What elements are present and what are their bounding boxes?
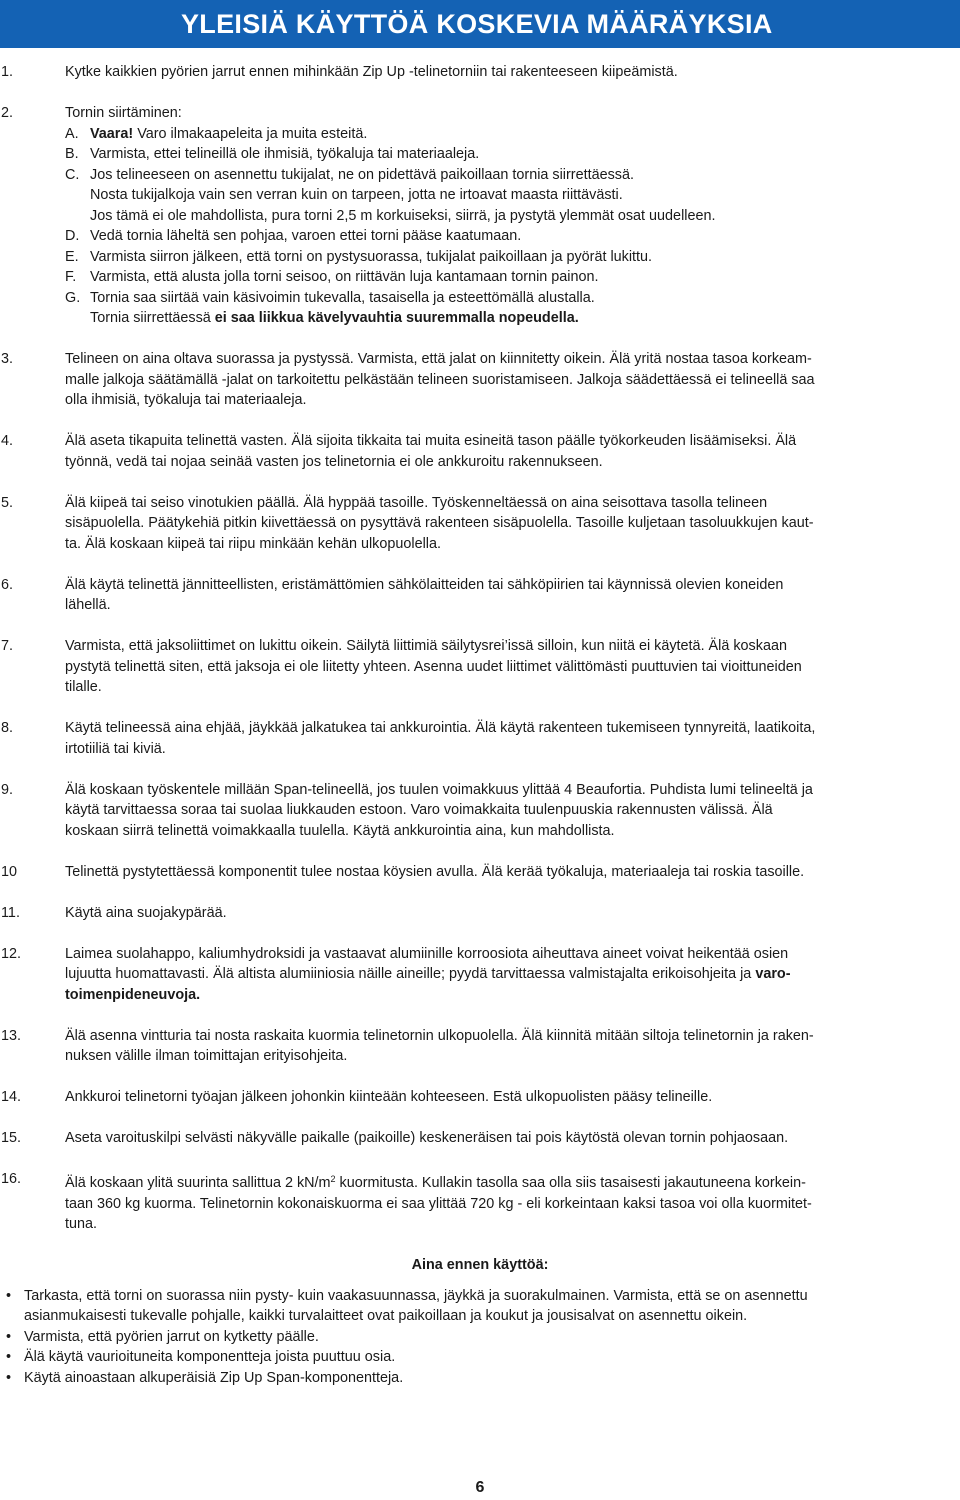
subrule-text: Tornia siirrettäessä: [90, 310, 215, 326]
subrule-g: [65, 288, 954, 309]
rule-6: [0, 575, 960, 616]
rule-text-line: koskaan siirrä telinettä voimakkaalla tuulella. Käytä ankkurointia aina, kun mahdollista.: [65, 822, 615, 839]
subrule-letter: D.: [65, 228, 80, 244]
rule-number: 3.: [1, 351, 14, 367]
rule-text-line: Käytä telineessä aina ehjää, jäykkää jalkatukea tai ankkurointia. Älä käytä rakenteen tukemiseen tynnyreitä, laatikoita,: [65, 720, 816, 736]
subrule-letter: E.: [65, 248, 79, 265]
rule-text-line: ta. Älä koskaan kiipeä tai riipu minkään kehän ulkopuolella.: [65, 535, 441, 552]
superscript: 2: [330, 1174, 336, 1184]
rule-text-line: Aseta varoituskilpi selvästi näkyvälle paikalle (paikoille) keskeneräisen tai pois käytöstä olevan tornin pohjaosaan.: [65, 1130, 789, 1146]
rule-text: kuormitusta. Kullakin tasolla saa olla siis tasaisesti jakautuneena korkein-: [335, 1175, 806, 1191]
bullet-icon: •: [6, 1287, 12, 1304]
subrule-text: Varmista siirron jälkeen, että torni on pystysuorassa, tukijalat paikoillaan ja pyörät lukittu.: [90, 248, 653, 265]
rule-text-line: taan 360 kg kuorma. Telinetornin kokonaiskuorma ei saa ylittää 720 kg - eli korkeintaan kaksi tasoa voi olla kuormitet-: [65, 1195, 812, 1212]
rule-number: 11.: [1, 904, 20, 921]
rule-16: [0, 1169, 960, 1235]
rule-number: 16.: [1, 1171, 22, 1187]
speed-warning: ei saa liikkua kävelyvauhtia suuremmalla nopeudella.: [214, 310, 579, 326]
rule-number: 4.: [1, 433, 14, 449]
subrule-d: [65, 226, 954, 247]
rule-1: [0, 62, 960, 83]
rule-13: [0, 1026, 960, 1067]
page-title: YLEISIÄ KÄYTTÖÄ KOSKEVIA MÄÄRÄYKSIA: [181, 9, 773, 39]
rule-11: [0, 903, 960, 924]
rule-text-line: käytä tarvittaessa soraa tai suolaa liukkauden estoon. Varo voimakkaita tuulenpuuskia rakennusten välissä. Älä: [65, 802, 773, 818]
rule-number: 7.: [1, 638, 14, 654]
rule-number: 2.: [1, 105, 14, 121]
rules-content: [0, 62, 960, 1388]
rule-text-line: Älä koskaan työskentele millään Span-telineellä, jos tuulen voimakkuus ylittää 4 Beaufortia. Puhdista lumi telineeltä ja: [65, 781, 813, 798]
list-item-text: asianmukaisesti tukevalle pohjalle, kaikki turvalaitteet ovat paikoillaan ja koukut ja jousisalvat on asennettu oikein.: [24, 1308, 748, 1324]
bold-text: varo-: [755, 966, 791, 982]
subrule-letter: G.: [65, 289, 81, 306]
rule-text-line: olla ihmisiä, työkaluja tai materiaaleja.: [65, 392, 307, 408]
rule-text-line: Telinettä pystytettäessä komponentit tulee nostaa köysien avulla. Älä kerää työkaluja, materiaaleja tai roskia tasoille.: [65, 863, 805, 880]
rule-text-line: [65, 964, 954, 985]
rule-3: [0, 349, 960, 411]
rule-text-line: Varmista, että jaksoliittimet on lukittu oikein. Säilytä liittimiä säilytysrei’issä silloin, kun niitä ei käytetä. Älä koskaan: [65, 638, 787, 654]
rule-text: lujuutta huomattavasti. Älä altista alumiiniosia näille aineille; pyydä tarvittaessa valmistajalta erikoisohjeita ja: [65, 966, 756, 982]
subrule-c-line2: Nosta tukijalkoja vain sen verran kuin on tarpeen, jotta ne irtoavat maasta riittävästi.: [90, 187, 623, 203]
rule-text-line: Älä kiipeä tai seiso vinotukien päällä. Älä hyppää tasoille. Työskenneltäessä on aina seisottava tasolla telineen: [65, 494, 768, 511]
rule-number: 10: [1, 863, 18, 880]
rule-7: [0, 636, 960, 698]
list-item: [0, 1368, 960, 1389]
rule-number: 8.: [1, 720, 14, 736]
rule-9: [0, 780, 960, 842]
before-use-heading: Aina ennen käyttöä:: [411, 1257, 549, 1273]
subrule-c: [65, 165, 954, 186]
rule-8: [0, 718, 960, 759]
list-item: [0, 1286, 960, 1327]
list-item-text: Varmista, että pyörien jarrut on kytketty päälle.: [24, 1328, 319, 1345]
subrule-text: Varo ilmakaapeleita ja muita esteitä.: [133, 125, 368, 142]
rule-text: Älä koskaan ylitä suurinta sallittua 2 kN/m: [65, 1175, 331, 1191]
rule-text-line: [65, 1169, 954, 1194]
rule-number: 6.: [1, 576, 14, 593]
list-item-text: Käytä ainoastaan alkuperäisiä Zip Up Span-komponentteja.: [24, 1369, 404, 1386]
rule-number: 1.: [1, 64, 14, 80]
rule-title: Tornin siirtäminen:: [65, 105, 182, 121]
rule-2: [0, 103, 960, 329]
subrule-b: [65, 144, 954, 165]
page-number: 6: [475, 1479, 485, 1496]
rule-text: Kytke kaikkien pyörien jarrut ennen mihinkään Zip Up -telinetorniin tai rakenteeseen kiipeämistä.: [65, 64, 678, 80]
subrule-letter: F.: [65, 269, 77, 285]
rule-text-line: tilalle.: [65, 679, 102, 695]
subrule-g-line2: [65, 308, 954, 329]
rule-text-line: Ankkuroi telinetorni työajan jälkeen johonkin kiinteään kohteeseen. Estä ulkopuolisten pääsy telineille.: [65, 1089, 713, 1105]
rule-text-line: työnnä, vedä tai nojaa seinää vasten jos telinetornia ei ole ankkuroitu rakennukseen.: [65, 453, 603, 470]
rule-text-line: Älä käytä telinettä jännitteellisten, eristämättömien sähkölaitteiden tai sähköpiirien tai käynnissä olevien koneiden: [65, 576, 784, 593]
rule-number: 15.: [1, 1130, 22, 1146]
subrule-text: Tornia saa siirtää vain käsivoimin tukevalla, tasaisella ja esteettömällä alustalla.: [90, 289, 595, 306]
rule-14: [0, 1087, 960, 1108]
subrule-a: [65, 124, 954, 145]
rule-text-line: pystytä telinettä siten, että jaksoja ei ole liitetty yhteen. Asenna uudet liittimet välittömästi puuttuvien tai vioittuneiden: [65, 658, 802, 675]
warning-label: Vaara!: [90, 125, 134, 142]
bullet-icon: •: [6, 1328, 12, 1345]
rule-text-line: lähellä.: [65, 597, 111, 613]
rule-text-line: tuna.: [65, 1216, 98, 1232]
rule-number: 9.: [1, 781, 14, 798]
subrule-letter: B.: [65, 146, 79, 162]
subrule-letter: C.: [65, 166, 80, 183]
rule-number: 5.: [1, 494, 14, 511]
subrule-text: Jos telineeseen on asennettu tukijalat, ne on pidettävä paikoillaan tornia siirrettäessä.: [90, 166, 634, 183]
subrule-letter: A.: [65, 125, 79, 142]
rule-number: 12.: [1, 945, 22, 962]
bullet-icon: •: [6, 1369, 12, 1386]
subrule-text: Varmista, että alusta jolla torni seisoo, on riittävän luja kantamaan tornin painon.: [90, 269, 599, 285]
rule-text-line: Laimea suolahappo, kaliumhydroksidi ja vastaavat alumiinille korroosiota aiheuttava aineet voivat heikentää osien: [65, 945, 789, 962]
before-use-list: [0, 1286, 960, 1389]
rule-text-line: Älä aseta tikapuita telinettä vasten. Älä sijoita tikkaita tai muita esineitä tason päälle työkorkeuden lisäämiseksi. Älä: [65, 433, 797, 449]
subrule-c-line3: Jos tämä ei ole mahdollista, pura torni 2,5 m korkuiseksi, siirrä, ja pystytä ylemmät osat uudelleen.: [90, 207, 716, 224]
bullet-icon: •: [6, 1349, 12, 1365]
rule-text-line: Käytä aina suojakypärää.: [65, 904, 227, 921]
rule-text-line: Älä asenna vintturia tai nosta raskaita kuormia telinetornin ulkopuolella. Älä kiinnitä mitään siltoja telinetornin ja raken-: [65, 1027, 814, 1044]
rule-10: [0, 862, 960, 883]
list-item-text: Tarkasta, että torni on suorassa niin pysty- kuin vaakasuunnassa, jäykkä ja suorakulmainen. Varmista, että se on asennettu: [24, 1287, 808, 1304]
rule-15: [0, 1128, 960, 1149]
rule-text-line: toimenpideneuvoja.: [65, 986, 201, 1003]
rule-text-line: sisäpuolella. Päätykehiä pitkin kiivettäessä on pysyttävä rakenteen sisäpuolella. Tasoille kuljetaan tasoluukkujen kaut-: [65, 515, 814, 531]
rule-number: 14.: [1, 1089, 22, 1105]
subrule-f: [65, 267, 954, 288]
rule-text-line: Telineen on aina oltava suorassa ja pystyssä. Varmista, että jalat on kiinnitetty oikein. Älä yritä nostaa tasoa korkeam-: [65, 351, 812, 367]
list-item: [0, 1327, 960, 1348]
rule-number: 13.: [1, 1027, 22, 1044]
subrule-text: Varmista, ettei telineillä ole ihmisiä, työkaluja tai materiaaleja.: [90, 146, 480, 162]
rule-5: [0, 493, 960, 555]
list-item-text: Älä käytä vaurioituneita komponentteja joista puuttuu osia.: [24, 1349, 396, 1365]
rule-text-line: irtotiiliä tai kiviä.: [65, 740, 166, 757]
list-item: [0, 1347, 960, 1368]
rule-4: [0, 431, 960, 472]
header-bar: [0, 0, 960, 48]
subrule-e: [65, 247, 954, 268]
rule-text-line: nuksen välille ilman toimittajan erityisohjeita.: [65, 1048, 348, 1064]
rule-text-line: malle jalkoja säätämällä -jalat on tarkoitettu pelkästään telineen suoristamiseen. Jalkoja säädettäessä ei telineellä saa: [65, 371, 815, 388]
subrule-text: Vedä tornia läheltä sen pohjaa, varoen ettei torni pääse kaatumaan.: [90, 228, 522, 244]
rule-12: [0, 944, 960, 1006]
